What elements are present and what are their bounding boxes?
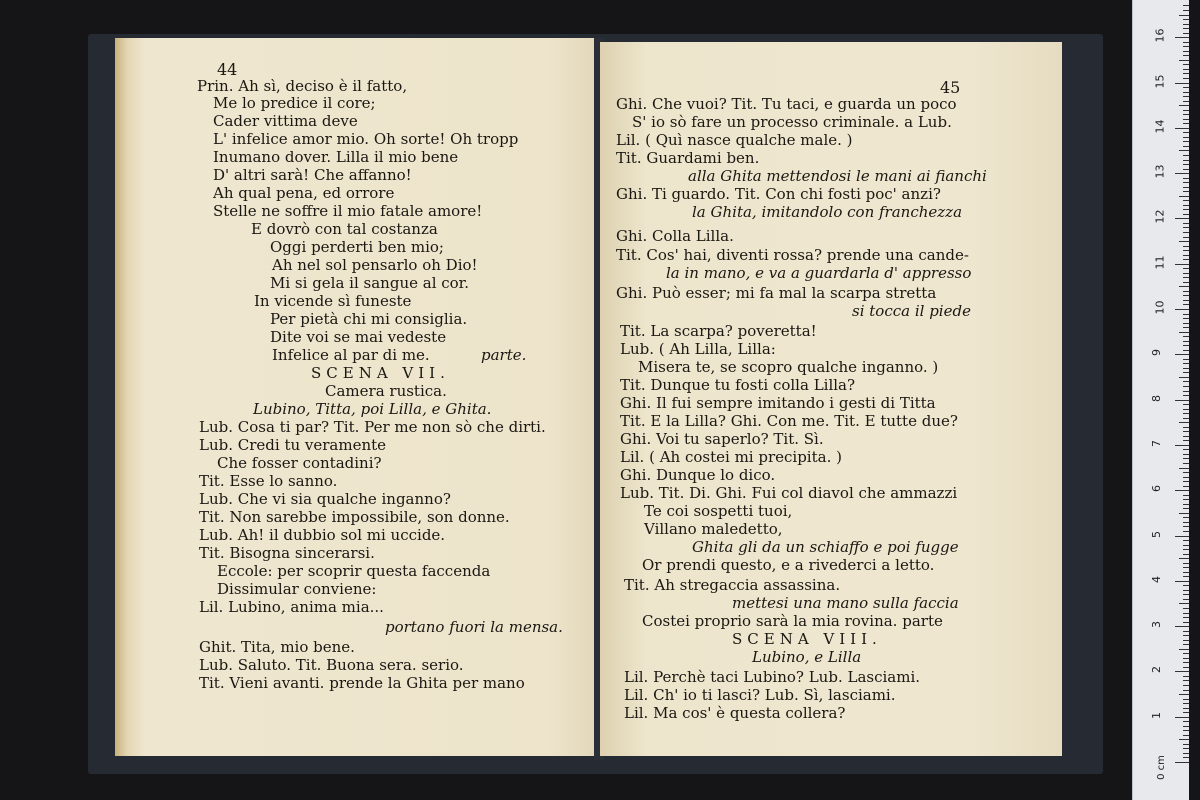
ruler-number: 5 bbox=[1150, 530, 1163, 538]
ruler-tick bbox=[1183, 114, 1189, 115]
ruler-number: 2 bbox=[1150, 666, 1163, 674]
ruler-tick bbox=[1183, 291, 1189, 292]
ruler-tick bbox=[1183, 735, 1189, 736]
text-line: Inumano dover. Lilla il mio bene bbox=[213, 148, 459, 166]
ruler-tick bbox=[1183, 368, 1189, 369]
ruler-tick bbox=[1183, 572, 1189, 573]
ruler-tick bbox=[1179, 739, 1189, 740]
ruler-tick bbox=[1183, 690, 1189, 691]
ruler-tick bbox=[1183, 440, 1189, 441]
ruler-tick bbox=[1183, 726, 1189, 727]
text-line: Lub. Cosa ti par? Tit. Per me non sò che dirti. bbox=[199, 418, 546, 436]
text-line: Tit. Ah stregaccia assassina. bbox=[624, 576, 841, 594]
ruler-tick bbox=[1183, 477, 1189, 478]
ruler-tick bbox=[1183, 599, 1189, 600]
text-line: Lub. Credi tu veramente bbox=[199, 436, 387, 454]
ruler-tick bbox=[1183, 64, 1189, 65]
text-line: Eccole: per scoprir questa faccenda bbox=[217, 562, 491, 580]
text-line: Ghi. Dunque lo dico. bbox=[620, 466, 776, 484]
ruler-tick bbox=[1183, 345, 1189, 346]
ruler-tick bbox=[1179, 150, 1189, 151]
text-line: Or prendi questo, e a rivederci a letto. bbox=[642, 556, 935, 574]
ruler-tick bbox=[1175, 762, 1189, 763]
ruler-tick bbox=[1183, 721, 1189, 722]
text-line: Ghi. Ti guardo. Tit. Con chi fosti poc' anzi? bbox=[616, 185, 941, 203]
ruler-tick bbox=[1183, 268, 1189, 269]
text-line: Tit. Non sarebbe impossibile, son donne. bbox=[199, 508, 510, 526]
text-line: In vicende sì funeste bbox=[254, 292, 412, 310]
ruler-tick bbox=[1183, 680, 1189, 681]
ruler-tick bbox=[1183, 613, 1189, 614]
ruler-tick bbox=[1175, 490, 1189, 491]
ruler-tick bbox=[1183, 508, 1189, 509]
text-line: Villano maledetto, bbox=[644, 520, 783, 538]
ruler-tick bbox=[1183, 431, 1189, 432]
ruler-tick bbox=[1179, 105, 1189, 106]
ruler-tick bbox=[1183, 28, 1189, 29]
ruler-tick bbox=[1175, 83, 1189, 84]
ruler-tick bbox=[1183, 209, 1189, 210]
ruler-tick bbox=[1183, 644, 1189, 645]
ruler-tick bbox=[1183, 730, 1189, 731]
ruler-tick bbox=[1183, 662, 1189, 663]
ruler-tick bbox=[1183, 123, 1189, 124]
ruler-tick bbox=[1183, 160, 1189, 161]
ruler-tick bbox=[1183, 540, 1189, 541]
ruler-number: 3 bbox=[1150, 621, 1163, 629]
ruler-tick bbox=[1183, 495, 1189, 496]
text-line: Lil. ( Quì nasce qualche male. ) bbox=[616, 131, 853, 149]
ruler-tick bbox=[1175, 128, 1189, 129]
ruler-tick bbox=[1179, 60, 1189, 61]
ruler-tick bbox=[1183, 381, 1189, 382]
ruler-tick bbox=[1183, 155, 1189, 156]
ruler-tick bbox=[1175, 671, 1189, 672]
text-line: Te coi sospetti tuoi, bbox=[644, 502, 793, 520]
ruler-tick bbox=[1183, 549, 1189, 550]
text-line: E dovrò con tal costanza bbox=[251, 220, 438, 238]
ruler-tick bbox=[1183, 753, 1189, 754]
text-line: Tit. Vieni avanti. prende la Ghita per mano bbox=[199, 674, 525, 692]
ruler-number: 10 bbox=[1153, 300, 1167, 315]
ruler-tick bbox=[1183, 653, 1189, 654]
text-line: Tit. La scarpa? poveretta! bbox=[620, 322, 817, 340]
ruler-tick bbox=[1183, 748, 1189, 749]
ruler-tick bbox=[1183, 246, 1189, 247]
ruler-unit-label: 0 cm bbox=[1155, 755, 1167, 780]
text-line: L' infelice amor mio. Oh sorte! Oh tropp bbox=[213, 130, 519, 148]
ruler-tick bbox=[1183, 259, 1189, 260]
ruler-tick bbox=[1183, 336, 1189, 337]
ruler-tick bbox=[1183, 255, 1189, 256]
ruler-tick bbox=[1183, 223, 1189, 224]
text-line: Lub. ( Ah Lilla, Lilla: bbox=[620, 340, 776, 358]
ruler-tick bbox=[1183, 585, 1189, 586]
text-line: Lil. Ma cos' è questa collera? bbox=[624, 704, 846, 722]
text-line: Prin. Ah sì, deciso è il fatto, bbox=[197, 77, 408, 95]
ruler-tick bbox=[1183, 141, 1189, 142]
ruler-tick bbox=[1183, 617, 1189, 618]
ruler-tick bbox=[1183, 327, 1189, 328]
ruler-tick bbox=[1183, 5, 1189, 6]
left-page bbox=[115, 38, 597, 756]
ruler-tick bbox=[1183, 101, 1189, 102]
text-line: Ghi. Il fui sempre imitando i gesti di Titta bbox=[620, 394, 936, 412]
ruler-tick bbox=[1183, 563, 1189, 564]
ruler-tick bbox=[1183, 314, 1189, 315]
text-line: Ghit. Tita, mio bene. bbox=[199, 638, 355, 656]
ruler-tick bbox=[1175, 37, 1189, 38]
ruler-tick bbox=[1179, 558, 1189, 559]
ruler-tick bbox=[1175, 626, 1189, 627]
ruler-tick bbox=[1183, 699, 1189, 700]
ruler-tick bbox=[1183, 19, 1189, 20]
stage-direction: parte. bbox=[481, 346, 527, 364]
ruler-tick bbox=[1183, 744, 1189, 745]
text-line: Lil. Ch' io ti lasci? Lub. Sì, lasciami. bbox=[624, 686, 896, 704]
ruler-tick bbox=[1183, 531, 1189, 532]
text-line: Tit. Esse lo sanno. bbox=[199, 472, 338, 490]
text-line: Ghi. Colla Lilla. bbox=[616, 227, 734, 245]
ruler-tick bbox=[1175, 354, 1189, 355]
ruler-tick bbox=[1183, 517, 1189, 518]
ruler-tick bbox=[1183, 454, 1189, 455]
ruler-tick bbox=[1183, 273, 1189, 274]
ruler-tick bbox=[1183, 78, 1189, 79]
ruler-tick bbox=[1179, 694, 1189, 695]
ruler-tick bbox=[1183, 69, 1189, 70]
ruler-tick bbox=[1183, 350, 1189, 351]
ruler-tick bbox=[1183, 685, 1189, 686]
ruler-tick bbox=[1183, 404, 1189, 405]
ruler-tick bbox=[1179, 603, 1189, 604]
text-line: D' altri sarà! Che affanno! bbox=[213, 166, 412, 184]
stage-direction: la in mano, e va a guardarla d' appresso bbox=[666, 264, 972, 282]
ruler-tick bbox=[1183, 427, 1189, 428]
character-list: Lubino, e Lilla bbox=[752, 648, 862, 666]
ruler-tick bbox=[1183, 372, 1189, 373]
ruler-tick bbox=[1183, 119, 1189, 120]
text-line: Cader vittima deve bbox=[213, 112, 358, 130]
stage-direction: alla Ghita mettendosi le mani ai fianchi bbox=[688, 167, 987, 185]
page-number: 44 bbox=[217, 60, 238, 79]
ruler-tick bbox=[1179, 649, 1189, 650]
text-line: Tit. Dunque tu fosti colla Lilla? bbox=[620, 376, 856, 394]
ruler-tick bbox=[1179, 286, 1189, 287]
ruler-tick bbox=[1183, 169, 1189, 170]
ruler-tick bbox=[1183, 164, 1189, 165]
ruler-tick bbox=[1183, 640, 1189, 641]
text-line: Lil. Lubino, anima mia... bbox=[199, 598, 384, 616]
measurement-ruler bbox=[1132, 0, 1189, 800]
ruler-number: 9 bbox=[1150, 349, 1163, 357]
scene-heading: SCENA VII. bbox=[311, 364, 450, 382]
ruler-tick bbox=[1183, 458, 1189, 459]
ruler-tick bbox=[1183, 178, 1189, 179]
ruler-tick bbox=[1183, 46, 1189, 47]
text-line: Tit. E la Lilla? Ghi. Con me. Tit. E tutte due? bbox=[620, 412, 958, 430]
text-line: Ah qual pena, ed orrore bbox=[213, 184, 395, 202]
ruler-tick bbox=[1183, 137, 1189, 138]
ruler-tick bbox=[1183, 658, 1189, 659]
ruler-tick bbox=[1183, 304, 1189, 305]
text-line: Tit. Cos' hai, diventi rossa? prende una cande- bbox=[616, 246, 969, 264]
ruler-tick bbox=[1183, 712, 1189, 713]
ruler-tick bbox=[1175, 309, 1189, 310]
right-page bbox=[600, 42, 1062, 756]
ruler-tick bbox=[1183, 87, 1189, 88]
ruler-tick bbox=[1183, 205, 1189, 206]
character-list: Lubino, Titta, poi Lilla, e Ghita. bbox=[253, 400, 492, 418]
ruler-tick bbox=[1183, 73, 1189, 74]
text-line: Lil. ( Ah costei mi precipita. ) bbox=[620, 448, 842, 466]
text-line: Ghi. Voi tu saperlo? Tit. Sì. bbox=[620, 430, 824, 448]
ruler-tick bbox=[1183, 146, 1189, 147]
ruler-tick bbox=[1183, 132, 1189, 133]
ruler-tick bbox=[1183, 667, 1189, 668]
ruler-tick bbox=[1183, 282, 1189, 283]
ruler-tick bbox=[1175, 445, 1189, 446]
ruler-number: 15 bbox=[1153, 74, 1167, 88]
ruler-tick bbox=[1183, 323, 1189, 324]
text-line: Lub. Ah! il dubbio sol mi uccide. bbox=[199, 526, 446, 544]
ruler-tick bbox=[1183, 51, 1189, 52]
ruler-tick bbox=[1175, 581, 1189, 582]
ruler-tick bbox=[1183, 631, 1189, 632]
ruler-tick bbox=[1183, 200, 1189, 201]
ruler-tick bbox=[1183, 359, 1189, 360]
ruler-tick bbox=[1183, 526, 1189, 527]
ruler-tick bbox=[1183, 295, 1189, 296]
ruler-number: 6 bbox=[1150, 485, 1163, 493]
ruler-tick bbox=[1183, 363, 1189, 364]
ruler-number: 8 bbox=[1150, 394, 1163, 402]
stage-direction: mettesi una mano sulla faccia bbox=[732, 594, 959, 612]
stage-direction: portano fuori la mensa. bbox=[385, 618, 563, 636]
text-line: Ghi. Può esser; mi fa mal la scarpa stretta bbox=[616, 284, 937, 302]
ruler-tick bbox=[1183, 418, 1189, 419]
ruler-tick bbox=[1179, 332, 1189, 333]
ruler-tick bbox=[1183, 472, 1189, 473]
ruler-tick bbox=[1183, 486, 1189, 487]
ruler-tick bbox=[1179, 468, 1189, 469]
ruler-tick bbox=[1183, 187, 1189, 188]
ruler-tick bbox=[1183, 554, 1189, 555]
ruler-tick bbox=[1183, 214, 1189, 215]
ruler-tick bbox=[1175, 218, 1189, 219]
ruler-tick bbox=[1183, 395, 1189, 396]
text-line: Lub. Tit. Di. Ghi. Fui col diavol che ammazzi bbox=[620, 484, 958, 502]
ruler-number: 14 bbox=[1153, 119, 1167, 134]
ruler-tick bbox=[1179, 241, 1189, 242]
ruler-tick bbox=[1183, 463, 1189, 464]
ruler-tick bbox=[1183, 590, 1189, 591]
ruler-tick bbox=[1175, 264, 1189, 265]
ruler-tick bbox=[1183, 300, 1189, 301]
ruler-number: 1 bbox=[1150, 711, 1163, 719]
text-line: Che fosser contadini? bbox=[217, 454, 382, 472]
text-line: Misera te, se scopro qualche inganno. ) bbox=[638, 358, 939, 376]
ruler-tick bbox=[1183, 703, 1189, 704]
text-line: Ghi. Che vuoi? Tit. Tu taci, e guarda un poco bbox=[616, 95, 957, 113]
ruler-tick bbox=[1183, 635, 1189, 636]
text-line: Me lo predice il core; bbox=[213, 94, 376, 112]
ruler-tick bbox=[1175, 536, 1189, 537]
ruler-tick bbox=[1183, 409, 1189, 410]
ruler-tick bbox=[1183, 237, 1189, 238]
ruler-tick bbox=[1179, 377, 1189, 378]
stage-direction: Ghita gli da un schiaffo e poi fugge bbox=[692, 538, 959, 556]
text-line: Infelice al par di me. bbox=[272, 346, 430, 364]
ruler-tick bbox=[1183, 504, 1189, 505]
ruler-tick bbox=[1183, 594, 1189, 595]
ruler-number: 7 bbox=[1150, 439, 1163, 447]
ruler-tick bbox=[1179, 15, 1189, 16]
scene-heading: SCENA VIII. bbox=[732, 630, 882, 648]
text-line: Dite voi se mai vedeste bbox=[270, 328, 447, 346]
ruler-tick bbox=[1183, 55, 1189, 56]
page-number: 45 bbox=[940, 78, 961, 97]
text-line: Lil. Perchè taci Lubino? Lub. Lasciami. bbox=[624, 668, 921, 686]
ruler-tick bbox=[1183, 391, 1189, 392]
ruler-tick bbox=[1183, 250, 1189, 251]
text-line: Camera rustica. bbox=[325, 382, 447, 400]
ruler-tick bbox=[1183, 277, 1189, 278]
text-line: S' io sò fare un processo criminale. a Lub. bbox=[632, 113, 952, 131]
ruler-tick bbox=[1183, 10, 1189, 11]
ruler-tick bbox=[1175, 717, 1189, 718]
ruler-tick bbox=[1175, 173, 1189, 174]
ruler-tick bbox=[1183, 622, 1189, 623]
text-line: Dissimular conviene: bbox=[217, 580, 377, 598]
ruler-tick bbox=[1183, 92, 1189, 93]
ruler-tick bbox=[1183, 522, 1189, 523]
ruler-tick bbox=[1183, 676, 1189, 677]
ruler-tick bbox=[1183, 413, 1189, 414]
ruler-tick bbox=[1183, 608, 1189, 609]
ruler-tick bbox=[1183, 42, 1189, 43]
ruler-tick bbox=[1183, 481, 1189, 482]
ruler-tick bbox=[1183, 708, 1189, 709]
text-line: Stelle ne soffre il mio fatale amore! bbox=[213, 202, 483, 220]
ruler-number: 4 bbox=[1150, 575, 1163, 583]
ruler-tick bbox=[1183, 110, 1189, 111]
text-line: Oggi perderti ben mio; bbox=[270, 238, 444, 256]
ruler-tick bbox=[1183, 33, 1189, 34]
ruler-number: 13 bbox=[1153, 164, 1167, 179]
ruler-tick bbox=[1183, 576, 1189, 577]
text-line: Per pietà chi mi consiglia. bbox=[270, 310, 468, 328]
ruler-tick bbox=[1183, 545, 1189, 546]
text-line: Lub. Che vi sia qualche inganno? bbox=[199, 490, 451, 508]
text-line: Costei proprio sarà la mia rovina. parte bbox=[642, 612, 943, 630]
ruler-tick bbox=[1183, 182, 1189, 183]
ruler-tick bbox=[1183, 232, 1189, 233]
text-line: Tit. Bisogna sincerarsi. bbox=[199, 544, 375, 562]
ruler-tick bbox=[1183, 436, 1189, 437]
ruler-number: 12 bbox=[1153, 209, 1167, 224]
stage-direction: si tocca il piede bbox=[852, 302, 971, 320]
stage-direction: la Ghita, imitandolo con franchezza bbox=[692, 203, 963, 221]
ruler-tick bbox=[1183, 191, 1189, 192]
ruler-tick bbox=[1183, 567, 1189, 568]
ruler-tick bbox=[1179, 196, 1189, 197]
ruler-tick bbox=[1183, 96, 1189, 97]
ruler-tick bbox=[1183, 318, 1189, 319]
ruler-tick bbox=[1183, 499, 1189, 500]
ruler-tick bbox=[1183, 24, 1189, 25]
text-line: Tit. Guardami ben. bbox=[616, 149, 760, 167]
ruler-tick bbox=[1183, 341, 1189, 342]
ruler-tick bbox=[1183, 449, 1189, 450]
ruler-number: 11 bbox=[1153, 255, 1167, 270]
text-line: Mi si gela il sangue al cor. bbox=[270, 274, 469, 292]
ruler-tick bbox=[1179, 422, 1189, 423]
ruler-tick bbox=[1183, 227, 1189, 228]
text-line: Lub. Saluto. Tit. Buona sera. serio. bbox=[199, 656, 464, 674]
ruler-tick bbox=[1179, 513, 1189, 514]
text-line: Ah nel sol pensarlo oh Dio! bbox=[272, 256, 478, 274]
ruler-number: 16 bbox=[1153, 28, 1167, 43]
ruler-tick bbox=[1175, 400, 1189, 401]
ruler-tick bbox=[1183, 757, 1189, 758]
ruler-tick bbox=[1183, 386, 1189, 387]
